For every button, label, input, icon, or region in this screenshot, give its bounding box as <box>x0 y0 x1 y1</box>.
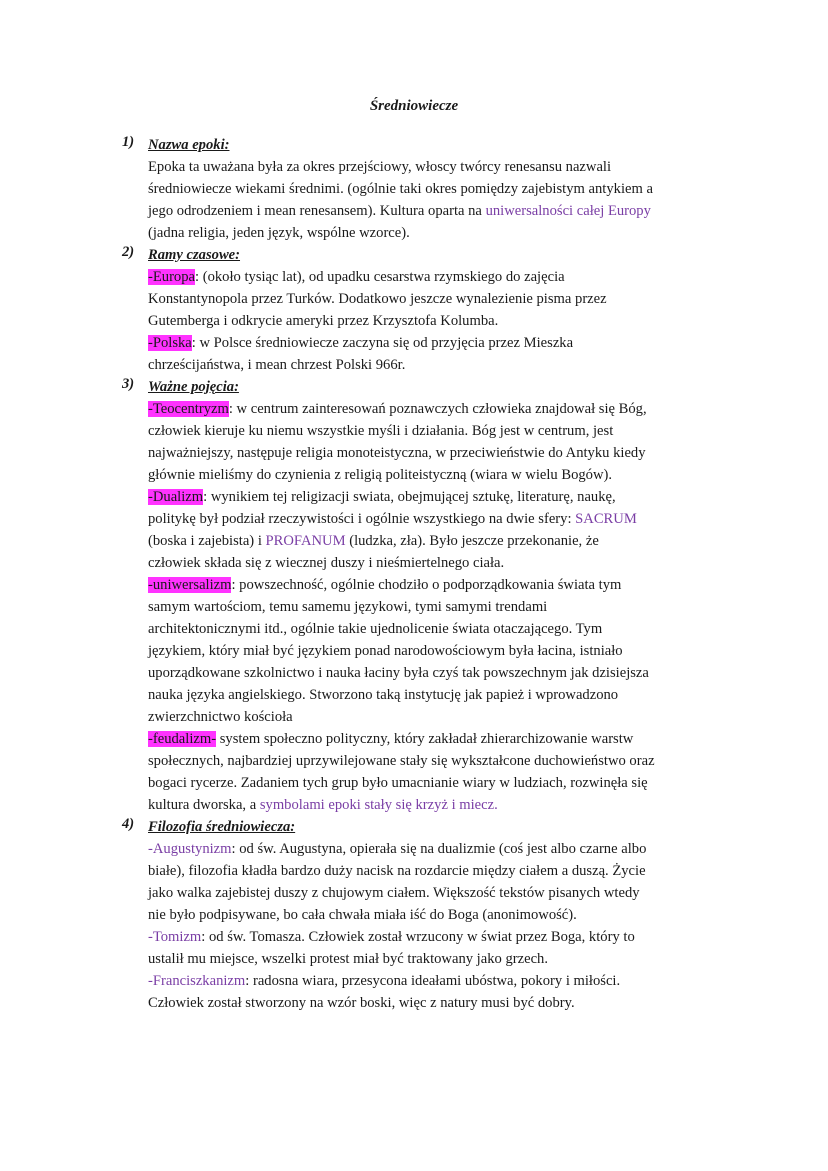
section-number: 2) <box>122 244 135 260</box>
purple-text: SACRUM <box>575 511 637 527</box>
text-line: głównie mieliśmy do czynienia z religią politeistyczną (wiara w wielu Bogów). <box>148 467 613 483</box>
text-line <box>148 574 722 596</box>
text-line <box>148 508 722 530</box>
page-title: Średniowiecze <box>369 98 459 114</box>
text-line <box>148 530 722 552</box>
text-span: : w centrum zainteresowań poznawczych człowieka znajdował się Bóg, <box>228 401 647 417</box>
text-span: : w Polsce średniowiecze zaczyna się od przyjęcia przez Mieszka <box>191 335 574 351</box>
text-line <box>148 794 722 816</box>
purple-term: -Tomizm <box>148 929 202 945</box>
text-span: jego odrodzeniem i mean renesansem). Kultura oparta na <box>148 203 486 219</box>
section-body <box>148 156 722 244</box>
section-body <box>148 266 722 376</box>
text-span: : radosna wiara, przesycona ideałami ubóstwa, pokory i miłości. <box>245 973 621 989</box>
text-line: Gutemberga i odkrycie ameryki przez Krzysztofa Kolumba. <box>148 313 499 329</box>
purple-text: PROFANUM <box>265 533 346 549</box>
highlighted-term: -Polska <box>148 335 192 351</box>
highlighted-term: -Europa <box>148 269 196 285</box>
text-line <box>148 838 722 860</box>
text-line: bogaci rycerze. Zadaniem tych grup było umacnianie wiary w ludziach, rozwinęła się <box>148 775 648 791</box>
text-span: : wynikiem tej religizacji swiata, obejmującej sztukę, literaturę, naukę, <box>203 489 616 505</box>
text-line: najważniejszy, następuje religia monoteistyczna, w przeciwieństwie do Antyku kiedy <box>148 445 646 461</box>
text-line: ustalił mu miejsce, wszelki protest miał być traktowany jako grzech. <box>148 951 548 967</box>
section-nazwa-epoki <box>122 134 722 244</box>
text-line: językiem, który miał być językiem ponad narodowościowym była łacina, istniało <box>148 643 623 659</box>
text-span: (ludzka, zła). Było jeszcze przekonanie, że <box>345 533 599 549</box>
text-line: człowiek składa się z wiecznej duszy i nieśmiertelnego ciała. <box>148 555 505 571</box>
text-line: nauka języka angielskiego. Stworzono taką instytucję jak papież i wprowadzono <box>148 687 619 703</box>
text-line: architektonicznymi itd., ogólnie takie ujednolicenie świata otaczającego. Tym <box>148 621 603 637</box>
purple-term: -Augustynizm <box>148 841 232 857</box>
section-heading: Ważne pojęcia: <box>148 379 239 395</box>
text-line: jako walka zajebistej duszy z chujowym ciałem. Większość tekstów pisanych wtedy <box>148 885 640 901</box>
section-ramy-czasowe <box>122 244 722 376</box>
text-line <box>148 266 722 288</box>
text-span: system społeczno polityczny, który zakładał zhierarchizowanie warstw <box>216 731 634 747</box>
text-line <box>148 200 722 222</box>
text-span: : od św. Augustyna, opierała się na dualizmie (coś jest albo czarne albo <box>231 841 647 857</box>
section-heading: Ramy czasowe: <box>148 247 241 263</box>
section-number: 3) <box>122 376 135 392</box>
text-span: (boska i zajebista) i <box>148 533 266 549</box>
text-line: zwierzchnictwo kościoła <box>148 709 293 725</box>
text-line <box>148 398 722 420</box>
text-line: Człowiek został stworzony na wzór boski, więc z natury musi być dobry. <box>148 995 575 1011</box>
purple-text: symbolami epoki stały się krzyż i miecz. <box>259 797 498 813</box>
text-line: Konstantynopola przez Turków. Dodatkowo jeszcze wynalezienie pisma przez <box>148 291 607 307</box>
text-line: Epoka ta uważana była za okres przejściowy, włoscy twórcy renesansu nazwali <box>148 159 612 175</box>
section-number: 1) <box>122 134 135 150</box>
section-number: 4) <box>122 816 135 832</box>
text-line: średniowiecze wiekami średnimi. (ogólnie taki okres pomiędzy zajebistym antykiem a <box>148 181 653 197</box>
section-filozofia <box>122 816 722 1014</box>
text-line <box>148 486 722 508</box>
text-line: samym wartościom, temu samemu językowi, tymi samymi trendami <box>148 599 548 615</box>
text-line <box>148 332 722 354</box>
text-line: człowiek kieruje ku niemu wszystkie myśli i działania. Bóg jest w centrum, jest <box>148 423 614 439</box>
highlighted-term: -uniwersalizm <box>148 577 232 593</box>
text-line: (jadna religia, jeden język, wspólne wzorce). <box>148 225 410 241</box>
highlighted-term: -feudalizm- <box>148 731 217 747</box>
highlighted-term: -Teocentryzm <box>148 401 229 417</box>
text-line: białe), filozofia kładła bardzo duży nacisk na rozdarcie między ciałem a duszą. Życie <box>148 863 646 879</box>
text-span: kultura dworska, a <box>148 797 260 813</box>
text-line: społecznych, najbardziej uprzywilejowane stały się wykształcone duchowieństwo oraz <box>148 753 655 769</box>
text-span: : (około tysiąc lat), od upadku cesarstwa rzymskiego do zajęcia <box>195 269 565 285</box>
purple-text: uniwersalności całej Europy <box>485 203 651 219</box>
text-span: : powszechność, ogólnie chodziło o podporządkowania świata tym <box>231 577 622 593</box>
section-body <box>148 398 722 816</box>
section-body <box>148 838 722 1014</box>
text-span: : od św. Tomasza. Człowiek został wrzucony w świat przez Boga, który to <box>201 929 635 945</box>
highlighted-term: -Dualizm <box>148 489 204 505</box>
text-line: chrześcijaństwa, i mean chrzest Polski 966r. <box>148 357 406 373</box>
section-heading: Filozofia średniowiecza: <box>148 819 296 835</box>
text-line <box>148 970 722 992</box>
purple-term: -Franciszkanizm <box>148 973 246 989</box>
text-line: uporządkowane szkolnictwo i nauka łaciny była czyś tak powszechnym jak dzisiejsza <box>148 665 649 681</box>
text-span: politykę był podział rzeczywistości i ogólnie wszystkiego na dwie sfery: <box>148 511 576 527</box>
text-line: nie było podpisywane, bo cała chwała miała iść do Boga (anonimowość). <box>148 907 577 923</box>
text-line <box>148 926 722 948</box>
section-heading: Nazwa epoki: <box>148 137 230 153</box>
section-wazne-pojecia <box>122 376 722 816</box>
text-line <box>148 728 722 750</box>
